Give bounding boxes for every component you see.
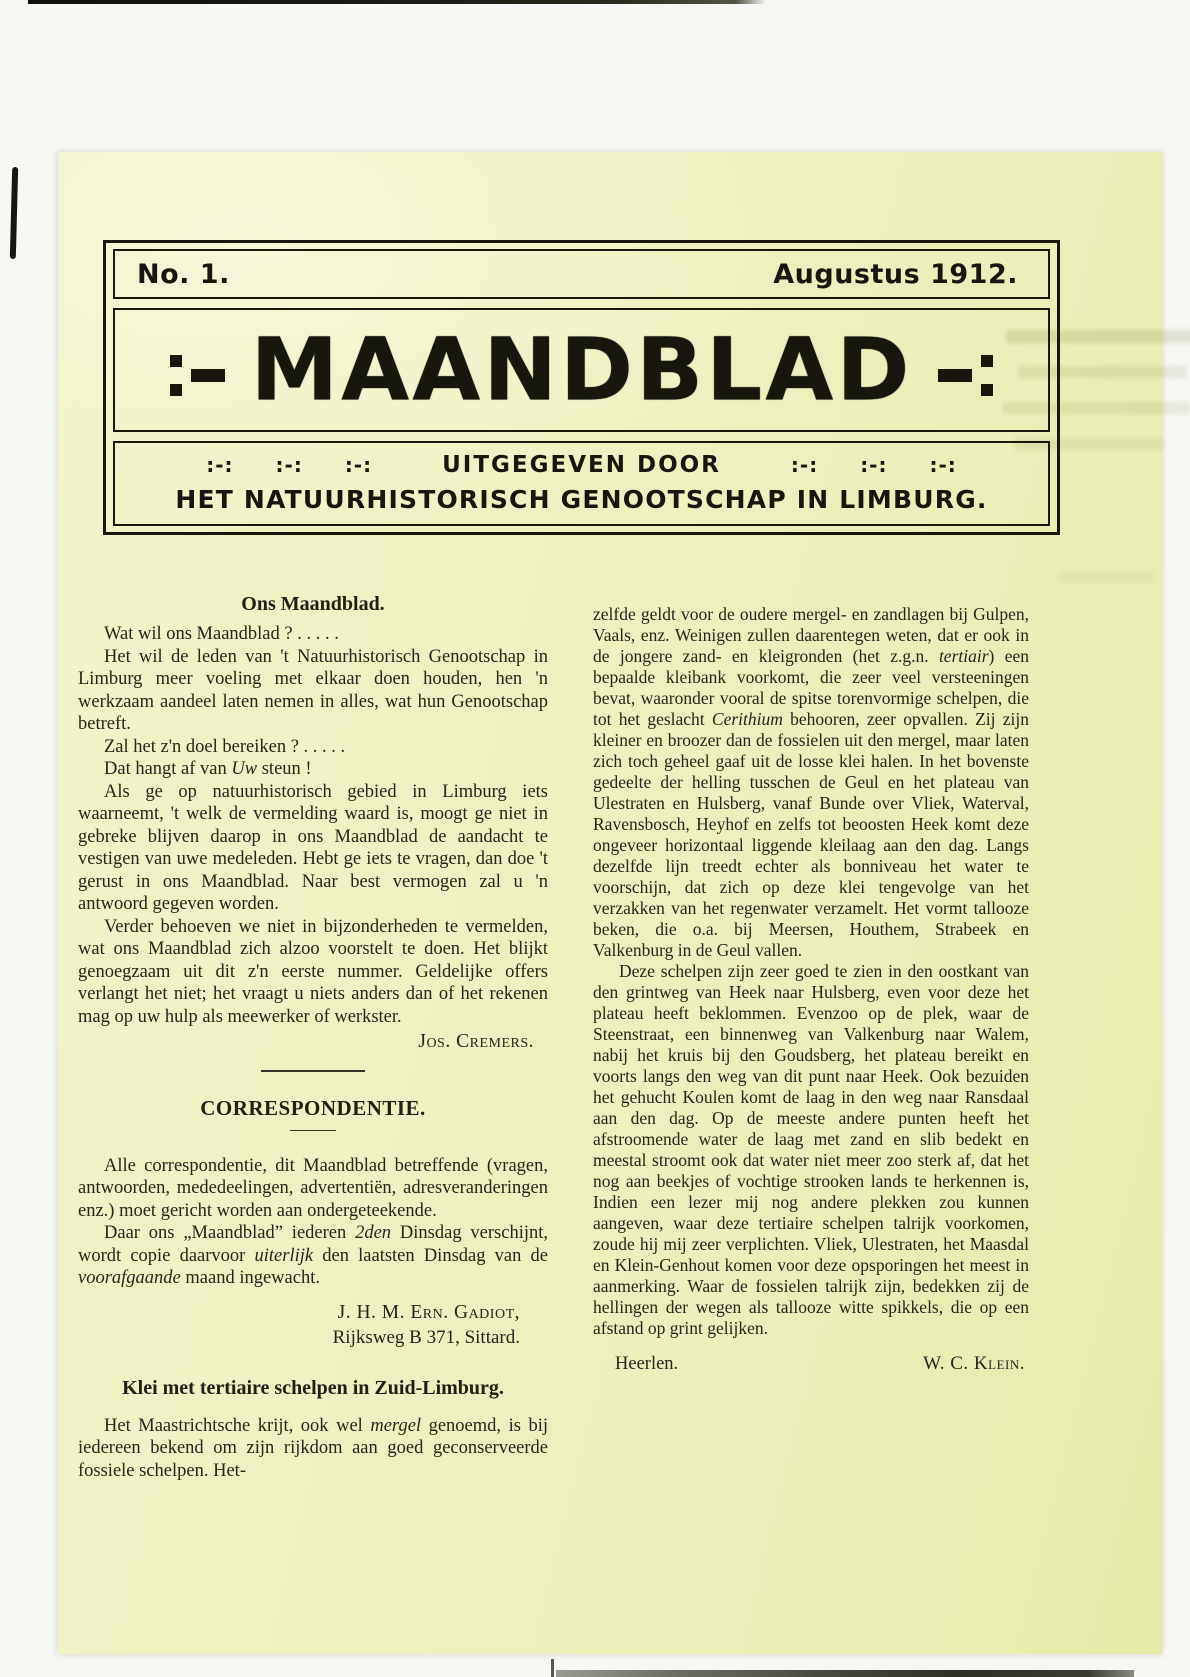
article-body-klei — [78, 1415, 548, 1483]
article-title-ons-maandblad: Ons Maandblad. — [241, 593, 385, 615]
article-body-correspondentie — [78, 1155, 548, 1290]
publisher-name: HET NATUURHISTORISCH GENOOTSCHAP IN LIMBURG. — [175, 485, 988, 514]
paragraph: Dat hangt af van Uw steun ! — [104, 759, 312, 779]
footer-place: Heerlen. — [615, 1354, 679, 1374]
paragraph: Zal het z'n doel bereiken ? . . . . . — [104, 736, 346, 757]
heading-divider — [290, 1130, 336, 1131]
ornament: :-: — [344, 453, 373, 477]
title-box — [113, 308, 1050, 432]
dash-icon — [938, 369, 972, 382]
paragraph: Alle correspondentie, dit Maandblad betreffende (vragen, antwoorden, mededeelingen, advertentiën, adresveranderingen enz.) moet gericht worden aan ondergeteekende. — [78, 1155, 548, 1221]
issue-number: No. 1. — [137, 258, 230, 290]
signature-address: Rijksweg B 371, Sittard. — [332, 1326, 520, 1348]
publisher-line1 — [127, 452, 1036, 478]
ornament: :-: — [790, 453, 819, 477]
issue-date-box — [113, 249, 1050, 299]
paragraph: Verder behoeven we niet in bijzonderheden te vermelden, wat ons Maandblad zich alzoo voorstelt te doen. Het blijkt genoegzaam uit dit z'n eerste nummer. Geldelijke offers verlangt het niet; het vraagt u niets anders dan of het rekenen mag op uw hulp als meewerker of werkster. — [78, 916, 548, 1027]
paragraph: Het wil de leden van 't Natuurhistorisch Genootschap in Limburg meer voeling met elkaar doen houden, hen 'n werkzaam aandeel laten nemen in alles, wat hun Genootschap betreft. — [78, 646, 548, 734]
scan-artifact-bottom-bar — [556, 1670, 1134, 1677]
colon-icon — [981, 355, 993, 396]
right-column-body — [593, 604, 1029, 1339]
colon-icon — [170, 355, 182, 396]
paragraph: Daar ons „Maandblad” iederen 2den Dinsdag verschijnt, wordt copie daarvoor uiterlijk den laatsten Dinsdag van de voorafgaande maand ingewacht. — [78, 1223, 549, 1289]
footer-author: W. C. Klein. — [923, 1353, 1025, 1374]
paragraph: Wat wil ons Maandblad ? . . . . . — [104, 624, 339, 644]
colon-dash-ornament-right — [938, 355, 993, 396]
paragraph: Deze schelpen zijn zeer goed te zien in den oostkant van den grintweg van Heek naar Hulsberg, even voor deze het plateau heeft beklommen. Evenzoo op de plek, waar de Steenstraat, een binnenweg van Valkenburg naar Walem, nabij het kruis bij den Goudsberg, het plateau bereikt en voorts langs den weg van dit punt naar Heek. Ook bezuiden het gehucht Koulen komt de laag in den weg naar Ransdaal aan den dag. Op de meeste andere punten heeft het afstroomende water de laag met zand en slib bedekt en meestal stroomt ook dat water niet meer zoo sterk af, dat het nog aan beekjes of vochtige strooken lands te herkennen is, Indien een lezer mij nog andere plekken zou kunnen aangeven, waar deze tertiaire schelpen talrijk voorkomen, zoude hij mij zeer verplichten. Vliek, Ulestraten, het Maasdal en Klein-Genhout komen voor deze opsporingen het meest in aanmerking. Waar de fossielen talrijk zijn, bedekken zij de hellingen der wegen als tallooze witte spikkels, die op een afstand op grint gelijken. — [593, 961, 1029, 1338]
ornament: :-: — [929, 453, 957, 477]
dash-icon — [191, 369, 225, 382]
published-by-label: UITGEGEVEN DOOR — [442, 452, 721, 478]
scan-artifact-left-mark — [10, 167, 18, 259]
left-column — [78, 592, 548, 1482]
article-title-klei: Klei met tertiaire schelpen in Zuid-Limburg. — [122, 1376, 504, 1399]
publisher-box — [113, 441, 1050, 526]
masthead — [103, 240, 1060, 535]
paragraph: Als ge op natuurhistorisch gebied in Limburg iets waarneemt, 't welk de vermelding waard is, moogt ge niet in gebreke blijven daarop in ons Maandblad de aandacht te vestigen van uwe medeleden. Hebt ge iets te vragen, dan doe 't gerust in ons Maandblad. Naar best vermogen zal u 'n antwoord gegeven worden. — [78, 781, 548, 914]
colon-dash-ornament-left — [170, 355, 225, 396]
bleed-through-mark — [1058, 572, 1154, 582]
ornament: :-: — [275, 453, 303, 477]
right-column — [593, 604, 1029, 1375]
paragraph: zelfde geldt voor de oudere mergel- en zandlagen bij Gulpen, Vaals, enz. Weinigen zullen daarentegen weten, dat er ook in de jongere zand- en kleigronden (het z.g.n. tertiair) een bepaalde kleibank voorkomt, die zeer veel versteeningen bevat, waaronder vooral de spitse torenvormige schelpen, die tot het geslacht Cerithium behooren, zeer opvallen. Zij zijn kleiner en broozer dan de fossielen uit den mergel, maar laten zich toch geheel gaaf uit de losse klei halen. In het bovenste gedeelte der helling tusschen de Geul en het plateau van Ulestraten en Hulsberg, vanaf Bunde over Vliek, Waterval, Ravensbosch, Heyhof en zelfs tot beoosten Heek komt deze ongeveer horizontaal liggende kleilaag aan den dag. Langs dezelfde lijn treedt echter als bonniveau het water te voorschijn, dat zich op deze klei tengevolge van het verzakken van het regenwater verzamelt. Het vormt tallooze beken, die o.a. bij Meersen, Houthem, Strabeek en Valkenburg in de Geul vallen. — [593, 604, 1029, 960]
scan-artifact-bottom-tick — [551, 1659, 554, 1677]
paragraph: Het Maastrichtsche krijt, ook wel mergel genoemd, is bij iedereen bekend om zijn rijkdom aan goed geconserveerde fossiele schelpen. Het- — [78, 1415, 548, 1481]
issue-date: Augustus 1912. — [773, 258, 1018, 290]
article-body-ons-maandblad — [78, 623, 548, 1028]
journal-page — [58, 152, 1162, 1654]
article-footer — [593, 1353, 1029, 1375]
ornament: :-: — [206, 453, 234, 477]
signature-name: J. H. M. Ern. Gadiot, — [337, 1301, 520, 1323]
section-divider — [261, 1070, 365, 1072]
scan-artifact-top-line — [28, 0, 766, 4]
ornament: :-: — [860, 453, 888, 477]
journal-title: MAANDBLAD — [250, 319, 913, 420]
signature-jos-cremers: Jos. Cremers. — [418, 1031, 534, 1052]
signature-block-gadiot — [78, 1300, 548, 1350]
article-title-correspondentie: CORRESPONDENTIE. — [200, 1095, 426, 1120]
